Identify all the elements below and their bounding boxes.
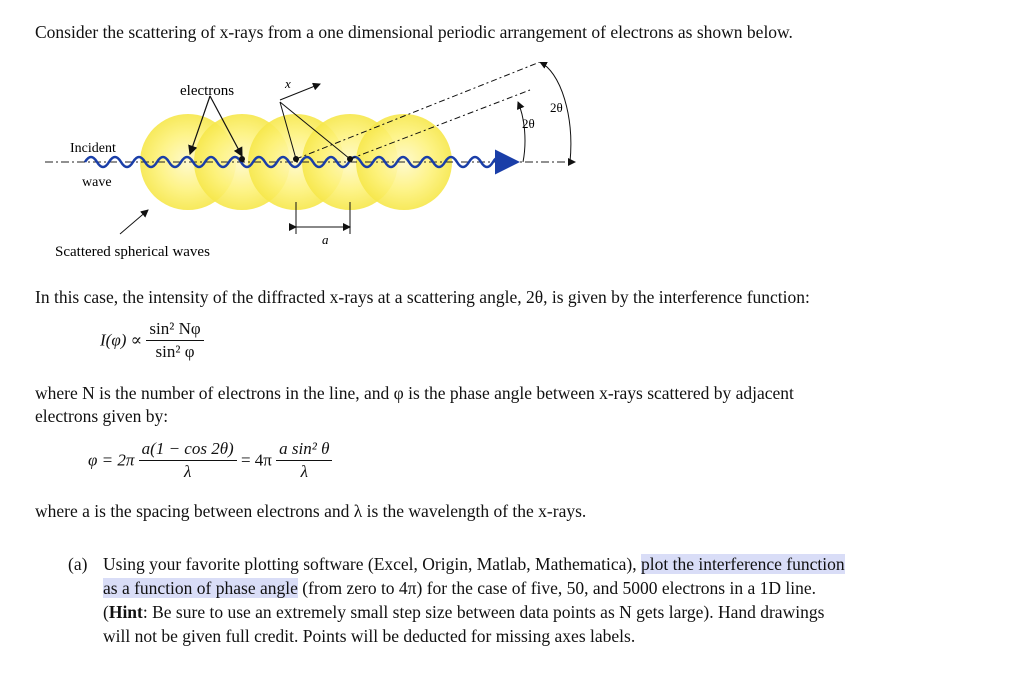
part-a-line1-highlight[interactable]: plot the interference function [640, 554, 845, 574]
electrons-label: electrons [180, 83, 235, 99]
eq2-den1: λ [184, 462, 192, 481]
phase-equation [88, 438, 332, 483]
hint-label: Hint [108, 602, 143, 622]
scattered-label: Scattered spherical waves [55, 244, 210, 260]
a-label: a [322, 232, 329, 247]
x-label: x [285, 76, 291, 91]
part-a-marker: (a) [68, 554, 88, 574]
where-n-line2: electrons given by: [35, 406, 169, 426]
part-a-line2-plain: (from zero to 4π) for the case of five, 50, and 5000 electrons in a 1D line. [302, 578, 816, 598]
eq2-num1: a(1 − cos 2θ) [139, 438, 237, 461]
intro-text: Consider the scattering of x-rays from a one dimensional periodic arrangement of electrons as shown below. [35, 22, 793, 42]
where-a-text: where a is the spacing between electrons and λ is the wavelength of the x-rays. [35, 501, 587, 521]
angle-label-outer: 2θ [550, 100, 563, 115]
interference-equation [100, 318, 204, 363]
eq2-den2: λ [300, 462, 308, 481]
eq2-num2: a sin² θ [276, 438, 332, 461]
angle-arc-inner [518, 102, 525, 162]
intensity-text: In this case, the intensity of the diffracted x-rays at a scattering angle, 2θ, is given by the interference function: [35, 287, 810, 307]
wave-label: wave [82, 175, 112, 190]
part-a-line4: will not be given full credit. Points will be deducted for missing axes labels. [103, 626, 636, 646]
eq2-mid: = 4π [240, 450, 272, 470]
part-a-line1 [103, 553, 845, 576]
part-a-line3: (Hint: Be sure to use an extremely small step size between data points as N gets large). Hand drawings [103, 602, 825, 622]
incident-label: Incident [70, 141, 116, 156]
eq1-numerator: sin² Nφ [146, 318, 203, 341]
where-n-line1: where N is the number of electrons in the line, and φ is the phase angle between x-rays scattered by adjacent [35, 383, 794, 403]
part-a-line3-rest: : Be sure to use an extremely small step size between data points as N gets large). Hand drawings [142, 602, 825, 622]
angle-label-inner: 2θ [522, 116, 535, 131]
eq1-lhs: I(φ) ∝ [100, 330, 143, 350]
part-a-line2 [103, 577, 816, 600]
eq1-denominator: sin² φ [155, 342, 195, 361]
part-a-line1-plain: Using your favorite plotting software (Excel, Origin, Matlab, Mathematica), [103, 554, 637, 574]
part-a-line2-highlight[interactable]: as a function of phase angle [103, 578, 298, 598]
scattering-diagram [30, 62, 590, 262]
eq2-lhs: φ = 2π [88, 450, 135, 470]
